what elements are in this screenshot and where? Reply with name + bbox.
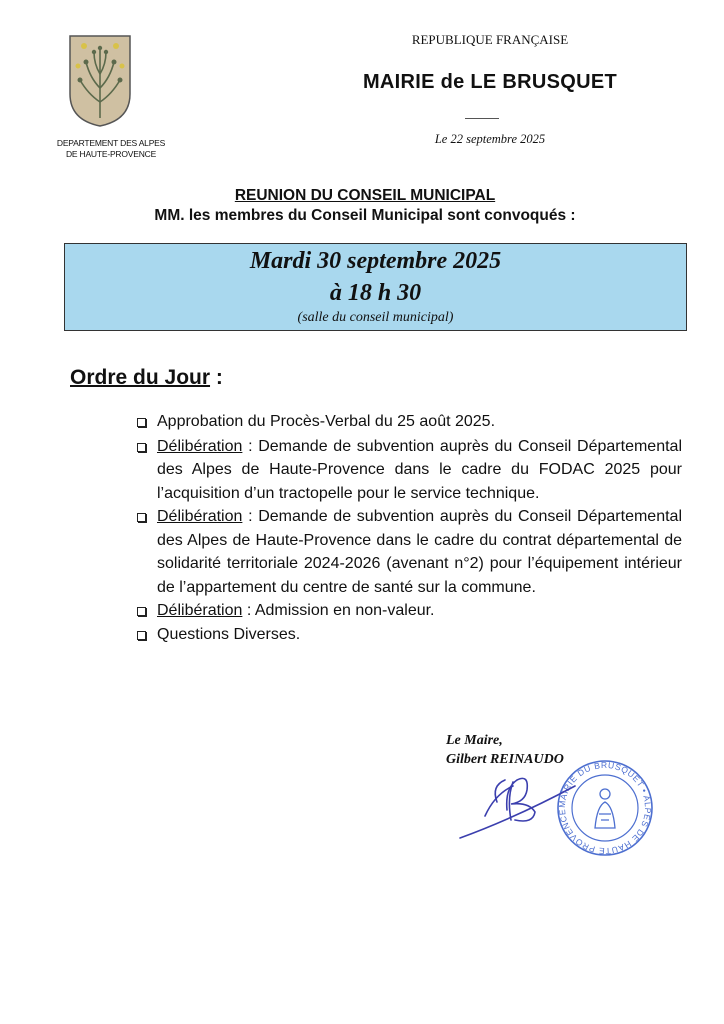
agenda-item-label: Délibération [157, 508, 243, 525]
meeting-title: REUNION DU CONSEIL MUNICIPAL [234, 187, 496, 204]
signer-role: Le Maire, [446, 733, 503, 748]
agenda-item-text: Questions Diverses. [157, 625, 301, 643]
title-divider [465, 118, 499, 119]
checkbox-bullet-icon [137, 607, 146, 616]
agenda-heading-text: Ordre du Jour [70, 366, 211, 389]
agenda-item [136, 505, 682, 599]
convocation-text: MM. les membres du Conseil Municipal sont convoqués : [154, 207, 576, 224]
meeting-datetime-box [64, 243, 687, 331]
agenda-item-text: : Demande de subvention auprès du Conseil Départemental des Alpes de Haute-Provence dans le cadre du FODAC 2025 pour l’acquisition d’un tractopelle pour le service technique. [157, 437, 682, 502]
checkbox-bullet-icon [137, 443, 146, 452]
meeting-time: à 18 h 30 [329, 280, 422, 306]
agenda-item-text: : Admission en non-valeur. [242, 602, 435, 619]
meeting-day: Mardi 30 septembre 2025 [249, 248, 502, 274]
agenda-item-text: Approbation du Procès-Verbal du 25 août 2025. [157, 413, 496, 430]
agenda-item [136, 599, 682, 623]
stamp-text: MAIRIE DU BRUSQUET • ALPES DE HAUTE PROVENCE [556, 759, 654, 857]
checkbox-bullet-icon [137, 631, 146, 640]
agenda-item [136, 435, 682, 506]
document-date: Le 22 septembre 2025 [434, 132, 546, 146]
handwritten-signature [455, 758, 605, 844]
agenda-list [136, 410, 682, 646]
republic-label: REPUBLIQUE FRANÇAISE [411, 32, 569, 47]
coat-of-arms-logo [66, 32, 134, 128]
agenda-item [136, 623, 682, 647]
agenda-heading-colon: : [210, 366, 223, 389]
agenda-item-text: : Demande de subvention auprès du Conseil Départemental des Alpes de Haute-Provence dans le cadre du contrat départemental de solidarité territoriale 2024-2026 (avenant n°2) pour l’équipement intérieur de l’appartement du centre de santé sur la commune. [157, 508, 682, 596]
checkbox-bullet-icon [137, 513, 146, 522]
department-label: DEPARTEMENT DES ALPES DE HAUTE-PROVENCE [56, 138, 166, 159]
agenda-item [136, 410, 682, 434]
mairie-title: MAIRIE de LE BRUSQUET [362, 71, 618, 93]
meeting-place: (salle du conseil municipal) [297, 310, 454, 325]
signer-name: Gilbert REINAUDO [446, 752, 564, 767]
checkbox-bullet-icon [137, 418, 146, 427]
agenda-item-label: Délibération [157, 437, 243, 455]
agenda-heading [70, 366, 223, 390]
agenda-item-label: Délibération [157, 602, 243, 619]
